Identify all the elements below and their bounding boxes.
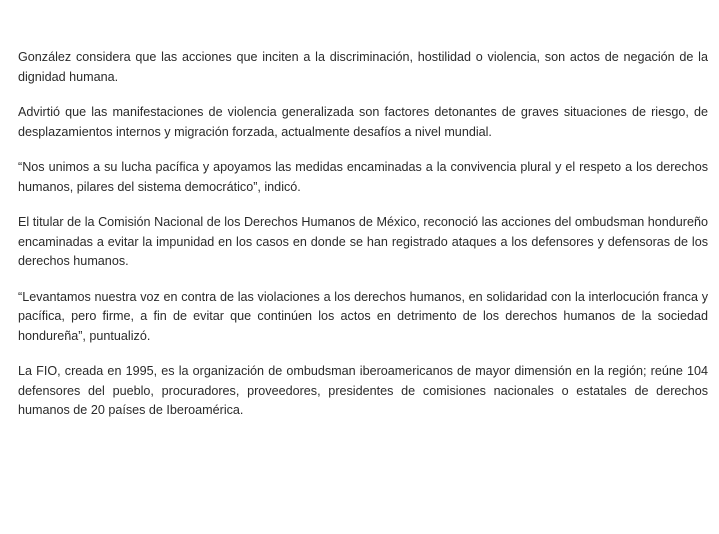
document-body <box>18 48 708 437</box>
paragraph-cndh-recognition: El titular de la Comisión Nacional de los Derechos Humanos de México, reconoció las acciones del ombudsman hondureño encaminadas a evitar la impunidad en los casos en donde se han registrado ataques a los defensores y defensoras de los derechos humanos. <box>18 215 708 268</box>
paragraph-fio-description: La FIO, creada en 1995, es la organización de ombudsman iberoamericanos de mayor dimensión en la región; reúne 104 defensores del pueblo, procuradores, proveedores, presidentes de comisiones nacionales o estatales de derechos humanos de 20 países de Iberoamérica. <box>18 364 708 417</box>
paragraph-discrimination: González considera que las acciones que inciten a la discriminación, hostilidad o violencia, son actos de negación de la dignidad humana. <box>18 50 708 84</box>
paragraph-violence-risk: Advirtió que las manifestaciones de violencia generalizada son factores detonantes de graves situaciones de riesgo, de desplazamientos internos y migración forzada, actualmente desafíos a nivel mundial. <box>18 105 708 139</box>
paragraph-quote-peaceful-struggle: “Nos unimos a su lucha pacífica y apoyamos las medidas encaminadas a la convivencia plural y el respeto a los derechos humanos, pilares del sistema democrático”, indicó. <box>18 160 708 194</box>
paragraph-quote-raise-voice: “Levantamos nuestra voz en contra de las violaciones a los derechos humanos, en solidaridad con la interlocución franca y pacífica, pero firme, a fin de evitar que continúen los actos en detrimento de los derechos humanos de la sociedad hondureña”, puntualizó. <box>18 289 708 343</box>
